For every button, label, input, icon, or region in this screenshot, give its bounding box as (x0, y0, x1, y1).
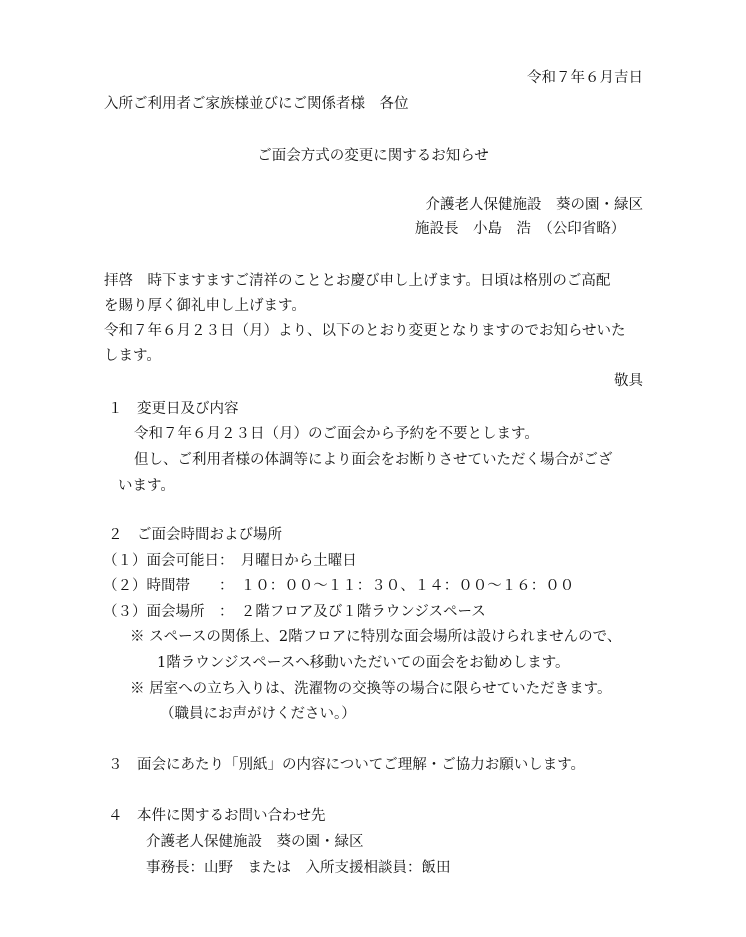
section-2-item-3: （３）面会場所 ： ２階フロア及び１階ラウンジスペース (103, 604, 486, 620)
section-2-note-1b: 1階ラウンジスペースへ移動いただいての面会をお勧めします。 (157, 655, 570, 671)
intro-line-4: します。 (104, 348, 161, 364)
recipient-line: 入所ご利用者ご家族様並びにご関係者様 各位 (104, 96, 409, 112)
section-2-item-1: （１）面会可能日： 月曜日から土曜日 (103, 553, 357, 569)
section-2-heading: ２ ご面会時間および場所 (108, 527, 282, 543)
intro-line-3: 令和７年６月２３日（月）より、以下のとおり変更となりますのでお知らせいた (104, 323, 626, 339)
sender-facility: 介護老人保健施設 葵の園・緑区 (425, 197, 643, 213)
closing-keigu: 敬具 (614, 373, 643, 389)
section-2-note-2b: （職員にお声がけください。） (160, 706, 356, 722)
intro-line-2: を賜り厚く御礼申し上げます。 (104, 298, 306, 314)
section-2-note-2a: ※ 居室への立ち入りは、洗濯物の交換等の場合に限らせていただきます。 (130, 681, 612, 697)
contact-facility: 介護老人保健施設 葵の園・緑区 (146, 834, 364, 850)
intro-line-1: 拝啓 時下ますますご清祥のこととお慶び申し上げます。日頃は格別のご高配 (104, 273, 611, 289)
document-title: ご面会方式の変更に関するお知らせ (257, 148, 489, 164)
section-1-line-2: 但し、ご利用者様の体調等により面会をお断りさせていただく場合がござ (134, 452, 613, 468)
section-1-line-3: います。 (118, 478, 175, 494)
section-2-note-1a: ※ スペースの関係上、2階フロアに特別な面会場所は設けられませんので、 (130, 629, 622, 645)
section-4-heading: ４ 本件に関するお問い合わせ先 (108, 808, 326, 824)
section-1-heading: １ 変更日及び内容 (108, 401, 239, 417)
section-1-line-1: 令和７年６月２３日（月）のご面会から予約を不要とします。 (134, 426, 539, 442)
contact-persons: 事務長：山野 または 入所支援相談員：飯田 (146, 860, 451, 876)
section-2-item-2: （２）時間帯 ： １０：００～１１：３０、１４：００～１６：００ (103, 578, 575, 594)
issue-date: 令和７年６月吉日 (527, 70, 643, 86)
section-3-heading: ３ 面会にあたり「別紙」の内容についてご理解・ご協力お願いします。 (108, 757, 586, 773)
sender-director: 施設長 小島 浩 （公印省略） (415, 221, 626, 237)
